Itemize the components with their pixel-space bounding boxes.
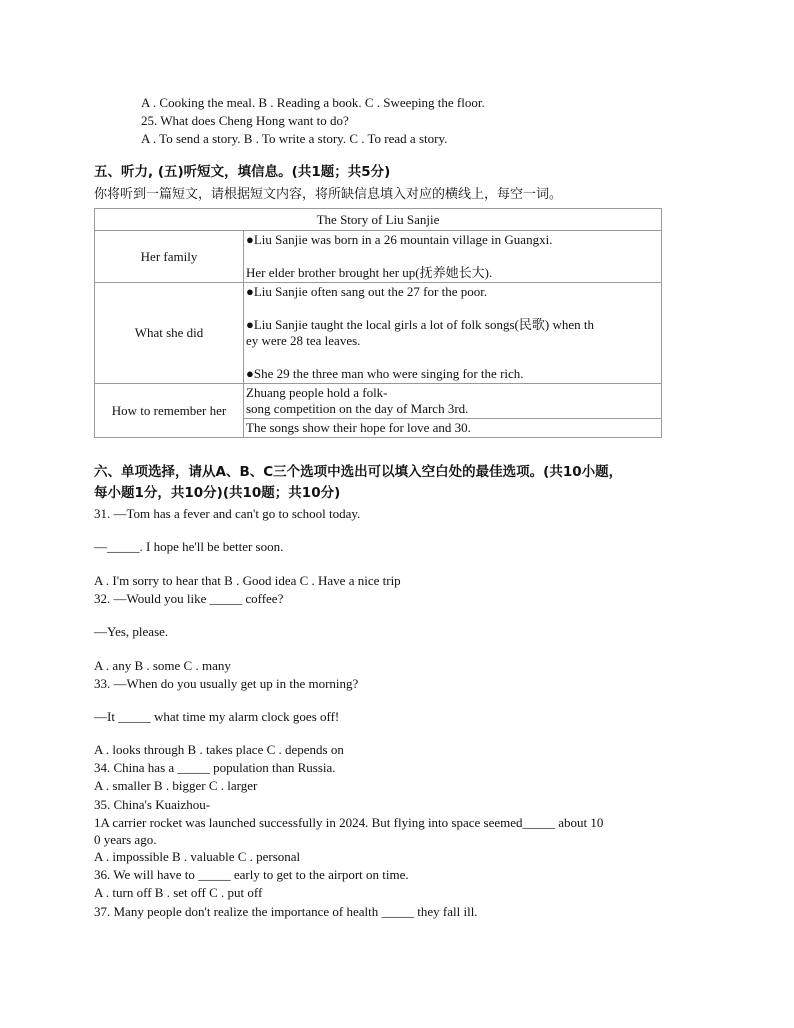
section5-instruction: 你将听到一篇短文，请根据短文内容，将所缺信息填入对应的横线上，每空一词。 <box>94 187 563 202</box>
q25-question: 25. What does Cheng Hong want to do? <box>141 113 349 128</box>
story-table <box>94 208 662 438</box>
q25-options: A . To send a story. B . To write a story. C . To read a story. <box>141 131 448 146</box>
cell-line: ●Liu Sanjie was born in a 26 mountain village in Guangxi. <box>246 232 553 247</box>
cell-line: song competition on the day of March 3rd. <box>246 401 469 416</box>
cell-line: ●Liu Sanjie often sang out the 27 for the poor. <box>246 284 488 299</box>
q31-question: 31. —Tom has a fever and can't go to school today. <box>94 506 361 521</box>
q33-question: 33. —When do you usually get up in the morning? <box>94 676 359 691</box>
row-content-remember <box>244 384 662 419</box>
section5-heading: 五、听力, (五)听短文，填信息。(共1题；共5分) <box>94 164 391 180</box>
cell-line: ●Liu Sanjie taught the local girls a lot of folk songs(民歌) when th <box>246 317 594 332</box>
q33-options: A . looks through B . takes place C . depends on <box>94 742 344 757</box>
q35-question-line3: 0 years ago. <box>94 832 157 847</box>
row-label-what-she-did: What she did <box>95 283 244 384</box>
section6-heading-line1: 六、单项选择，请从A、B、C三个选项中选出可以填入空白处的最佳选项。(共10小题， <box>94 464 623 480</box>
section6-heading-line2: 每小题1分，共10分)(共10题；共10分) <box>94 485 341 501</box>
row-label-remember: How to remember her <box>95 384 244 438</box>
row-content-songs <box>244 419 662 438</box>
cell-line: The songs show their hope for love and 30. <box>246 420 471 435</box>
cell-line: Zhuang people hold a folk- <box>246 385 388 400</box>
q33-response: —It _____ what time my alarm clock goes off! <box>94 709 340 724</box>
row-label-family: Her family <box>95 231 244 283</box>
q35-question-line1: 35. China's Kuaizhou- <box>94 797 211 812</box>
row-content-family <box>244 231 662 283</box>
q31-response: —_____. I hope he'll be better soon. <box>94 539 284 554</box>
q36-question: 36. We will have to _____ early to get to the airport on time. <box>94 867 409 882</box>
story-table-title: The Story of Liu Sanjie <box>95 209 662 231</box>
q24-options: A . Cooking the meal. B . Reading a book. C . Sweeping the floor. <box>141 95 485 110</box>
cell-line: ey were 28 tea leaves. <box>246 333 361 348</box>
q37-question: 37. Many people don't realize the importance of health _____ they fall ill. <box>94 904 478 919</box>
q32-response: —Yes, please. <box>94 624 169 639</box>
q36-options: A . turn off B . set off C . put off <box>94 885 263 900</box>
q34-options: A . smaller B . bigger C . larger <box>94 778 258 793</box>
cell-line: ●She 29 the three man who were singing for the rich. <box>246 366 524 381</box>
q35-question-line2: 1A carrier rocket was launched successfully in 2024. But flying into space seemed_____ about 10 <box>94 815 604 830</box>
row-content-what-she-did <box>244 283 662 384</box>
q34-question: 34. China has a _____ population than Russia. <box>94 760 336 775</box>
q32-options: A . any B . some C . many <box>94 658 231 673</box>
q31-options: A . I'm sorry to hear that B . Good idea C . Have a nice trip <box>94 573 401 588</box>
cell-line: Her elder brother brought her up(抚养她长大). <box>246 265 493 280</box>
q35-options: A . impossible B . valuable C . personal <box>94 849 301 864</box>
q32-question: 32. —Would you like _____ coffee? <box>94 591 284 606</box>
